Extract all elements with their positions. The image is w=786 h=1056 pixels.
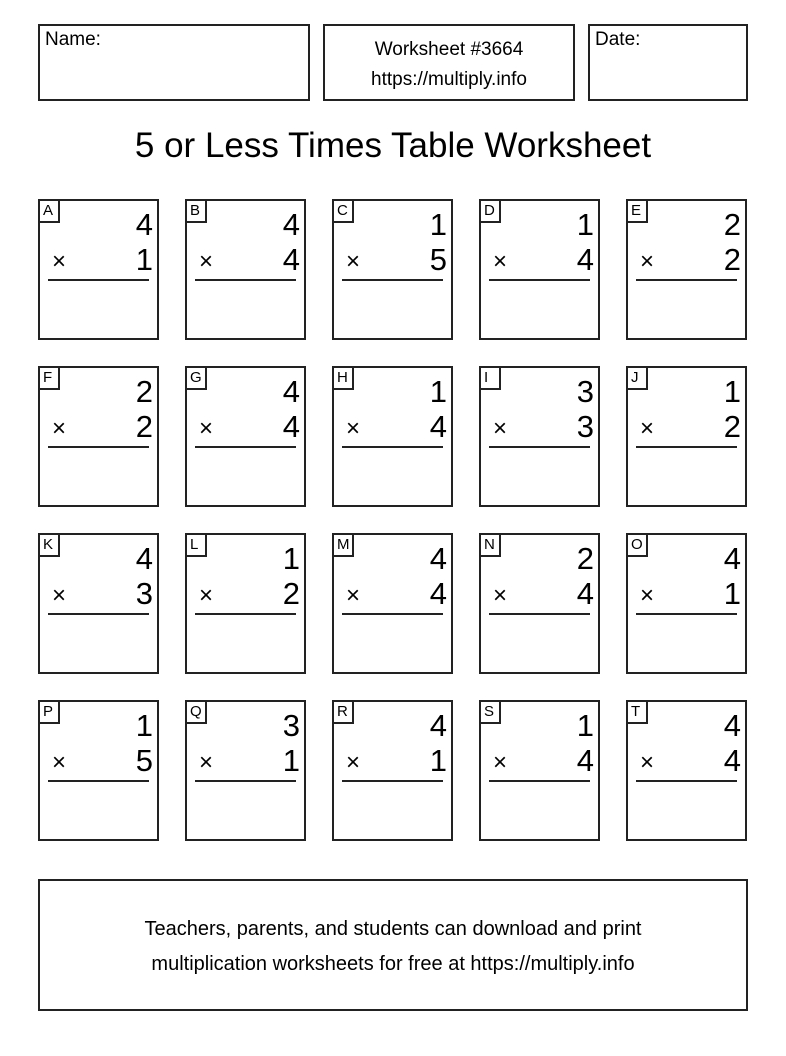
footer-line-1: Teachers, parents, and students can download and print [144, 918, 642, 940]
answer-line [195, 279, 296, 281]
multiplicand: 1 [576, 708, 594, 743]
multiplier: 4 [429, 576, 447, 611]
multiplicand: 1 [723, 374, 741, 409]
problem-label: K [38, 533, 60, 557]
answer-line [342, 780, 443, 782]
multiplier: 2 [723, 242, 741, 277]
multiplicand: 1 [135, 708, 153, 743]
multiply-sign-icon: × [493, 582, 508, 609]
problem-card[interactable] [38, 700, 159, 841]
answer-line [48, 780, 149, 782]
problem-card[interactable] [332, 533, 453, 674]
problem-label: P [38, 700, 60, 724]
problem-label: E [626, 199, 648, 223]
multiplier: 1 [135, 242, 153, 277]
multiplicand: 3 [282, 708, 300, 743]
problem-card[interactable] [479, 533, 600, 674]
multiplier: 4 [576, 743, 594, 778]
problem-label: Q [185, 700, 207, 724]
problem-label: L [185, 533, 207, 557]
multiplier: 4 [723, 743, 741, 778]
multiplier: 4 [576, 242, 594, 277]
problem-card[interactable] [185, 700, 306, 841]
multiplier: 2 [723, 409, 741, 444]
problem-label: R [332, 700, 354, 724]
problem-card[interactable] [185, 533, 306, 674]
multiplier: 4 [282, 242, 300, 277]
multiplier: 1 [429, 743, 447, 778]
answer-line [195, 446, 296, 448]
multiply-sign-icon: × [199, 248, 214, 275]
multiplicand: 4 [429, 541, 447, 576]
multiply-sign-icon: × [52, 582, 67, 609]
problem-label: O [626, 533, 648, 557]
name-field-box[interactable] [38, 24, 310, 101]
multiply-sign-icon: × [640, 415, 655, 442]
multiply-sign-icon: × [199, 415, 214, 442]
answer-line [342, 279, 443, 281]
worksheet-id: Worksheet #3664 [374, 39, 524, 60]
problem-card[interactable] [626, 700, 747, 841]
multiplicand: 4 [135, 541, 153, 576]
problem-label: F [38, 366, 60, 390]
problem-card[interactable] [626, 533, 747, 674]
multiplicand: 2 [135, 374, 153, 409]
problem-label: T [626, 700, 648, 724]
answer-line [342, 446, 443, 448]
multiplicand: 4 [135, 207, 153, 242]
multiplier: 4 [429, 409, 447, 444]
multiplicand: 3 [576, 374, 594, 409]
date-field-box[interactable] [588, 24, 748, 101]
answer-line [489, 613, 590, 615]
multiplicand: 4 [723, 708, 741, 743]
multiply-sign-icon: × [640, 582, 655, 609]
multiplicand: 4 [429, 708, 447, 743]
problem-label: I [479, 366, 501, 390]
problem-label: S [479, 700, 501, 724]
problem-label: N [479, 533, 501, 557]
problem-label: J [626, 366, 648, 390]
problem-card[interactable] [332, 366, 453, 507]
multiply-sign-icon: × [346, 415, 361, 442]
multiplier: 4 [576, 576, 594, 611]
problem-label: D [479, 199, 501, 223]
multiply-sign-icon: × [346, 749, 361, 776]
problem-card[interactable] [479, 199, 600, 340]
problem-card[interactable] [185, 199, 306, 340]
multiplicand: 2 [723, 207, 741, 242]
multiplier: 1 [723, 576, 741, 611]
answer-line [489, 446, 590, 448]
multiplicand: 1 [429, 207, 447, 242]
multiply-sign-icon: × [493, 749, 508, 776]
answer-line [636, 780, 737, 782]
answer-line [489, 279, 590, 281]
problem-card[interactable] [38, 366, 159, 507]
worksheet-info-box [323, 24, 575, 101]
problem-label: G [185, 366, 207, 390]
problem-card[interactable] [626, 199, 747, 340]
multiplicand: 4 [282, 207, 300, 242]
problem-card[interactable] [626, 366, 747, 507]
problem-card[interactable] [332, 700, 453, 841]
answer-line [48, 279, 149, 281]
problem-card[interactable] [38, 199, 159, 340]
multiplicand: 1 [576, 207, 594, 242]
answer-line [342, 613, 443, 615]
problem-card[interactable] [332, 199, 453, 340]
footer-box [38, 879, 748, 1011]
multiply-sign-icon: × [493, 415, 508, 442]
answer-line [489, 780, 590, 782]
multiply-sign-icon: × [346, 248, 361, 275]
multiply-sign-icon: × [640, 749, 655, 776]
answer-line [195, 613, 296, 615]
answer-line [48, 446, 149, 448]
multiplier: 2 [135, 409, 153, 444]
answer-line [636, 279, 737, 281]
multiplicand: 2 [576, 541, 594, 576]
multiplier: 5 [135, 743, 153, 778]
problem-label: C [332, 199, 354, 223]
multiply-sign-icon: × [52, 248, 67, 275]
multiplier: 4 [282, 409, 300, 444]
answer-line [195, 780, 296, 782]
problem-label: M [332, 533, 354, 557]
answer-line [636, 613, 737, 615]
page-title: 5 or Less Times Table Worksheet [134, 126, 652, 165]
multiply-sign-icon: × [346, 582, 361, 609]
name-label: Name: [45, 29, 101, 50]
problem-card[interactable] [185, 366, 306, 507]
multiply-sign-icon: × [199, 582, 214, 609]
multiply-sign-icon: × [199, 749, 214, 776]
problem-label: B [185, 199, 207, 223]
worksheet-url: https://multiply.info [371, 69, 527, 90]
multiplier: 5 [429, 242, 447, 277]
multiplier: 2 [282, 576, 300, 611]
footer-line-2: multiplication worksheets for free at https://multiply.info [151, 953, 635, 975]
problem-card[interactable] [38, 533, 159, 674]
multiplicand: 4 [282, 374, 300, 409]
multiplier: 3 [135, 576, 153, 611]
multiply-sign-icon: × [493, 248, 508, 275]
multiply-sign-icon: × [640, 248, 655, 275]
problem-card[interactable] [479, 366, 600, 507]
multiply-sign-icon: × [52, 749, 67, 776]
date-label: Date: [595, 29, 641, 50]
multiplicand: 1 [282, 541, 300, 576]
answer-line [636, 446, 737, 448]
problem-card[interactable] [479, 700, 600, 841]
multiply-sign-icon: × [52, 415, 67, 442]
problem-label: A [38, 199, 60, 223]
multiplier: 3 [576, 409, 594, 444]
answer-line [48, 613, 149, 615]
problem-label: H [332, 366, 354, 390]
multiplier: 1 [282, 743, 300, 778]
multiplicand: 4 [723, 541, 741, 576]
multiplicand: 1 [429, 374, 447, 409]
